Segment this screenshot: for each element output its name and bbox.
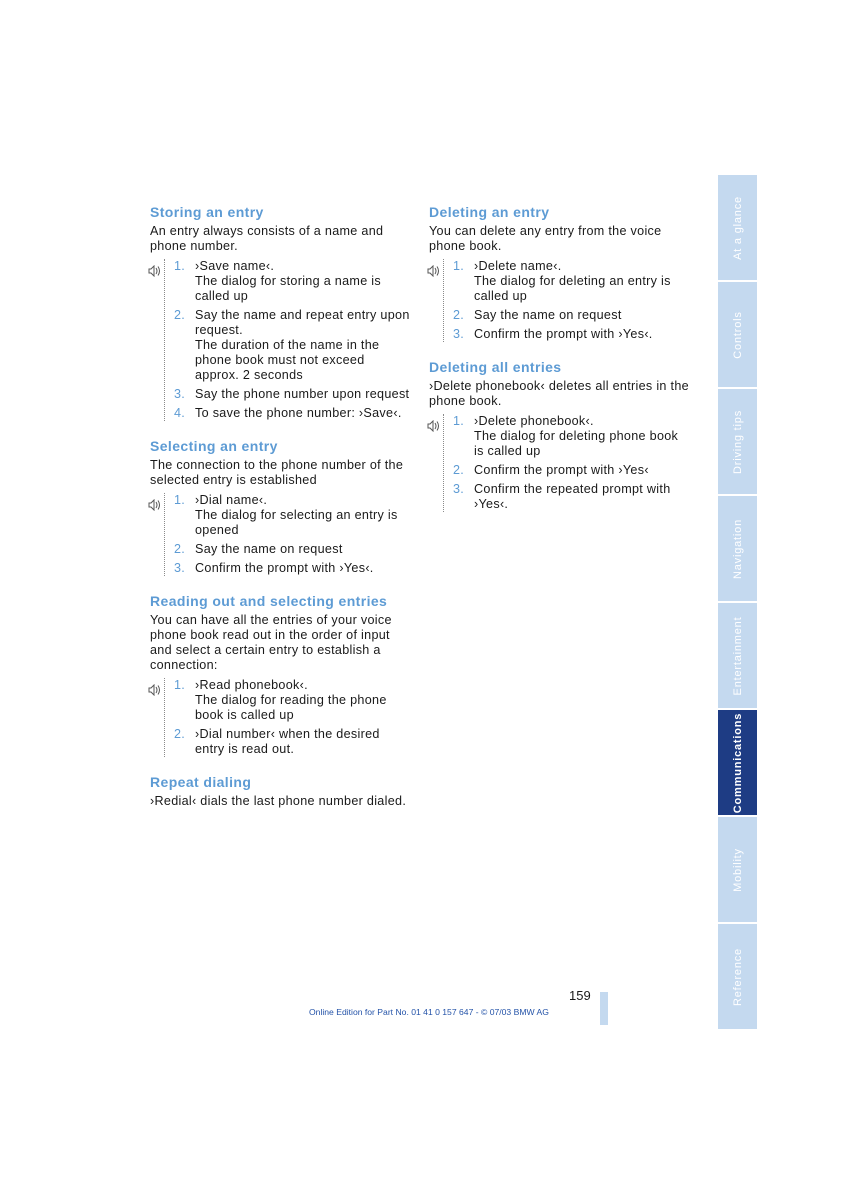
chapter-tab-entertainment[interactable] [718,603,757,708]
voice-command-steps [150,493,412,576]
step-line: The dialog for storing a name is called up [195,274,382,303]
voice-command-icon [148,499,162,511]
step-number: 4. [174,406,186,420]
chapter-tab-label: Reference [731,947,744,1006]
voice-command-icon [427,420,441,432]
chapter-tab-driving-tips[interactable] [718,389,757,494]
section [429,359,691,512]
chapter-tab-label: Mobility [731,847,744,892]
step-item [150,308,412,383]
step-line: ›Save name‹. [195,259,275,273]
right-column [429,204,691,529]
step-line: Say the name on request [195,542,343,556]
voice-command-steps [150,678,412,757]
step-line: Say the name and repeat entry upon request. [195,308,410,337]
step-text [195,493,412,538]
step-item [429,327,691,342]
step-text [195,561,412,576]
section [150,593,412,757]
section [429,204,691,342]
step-item [150,406,412,421]
step-line: Say the phone number upon request [195,387,410,401]
step-item [429,259,691,304]
step-line: ›Read phonebook‹. [195,678,308,692]
section-intro: ›Redial‹ dials the last phone number dialed. [150,794,407,808]
step-text [195,678,412,723]
step-item [150,259,412,304]
step-line: To save the phone number: ›Save‹. [195,406,402,420]
step-line: The dialog for deleting an entry is called up [474,274,671,303]
section [150,438,412,576]
step-number: 2. [453,308,465,322]
chapter-tab-label: Controls [731,310,744,359]
step-number: 1. [174,678,186,692]
voice-command-marker [427,259,444,342]
step-item [429,414,691,459]
voice-command-steps [429,259,691,342]
chapter-tab-label: Entertainment [731,616,744,695]
step-item [150,678,412,723]
voice-command-icon [427,265,441,277]
section-intro: ›Delete phonebook‹ deletes all entries in the phone book. [429,379,689,408]
voice-command-marker [427,414,444,512]
step-number: 1. [174,259,186,273]
section-intro: An entry always consists of a name and phone number. [150,224,384,253]
chapter-tab-mobility[interactable] [718,817,757,922]
step-line: The dialog for selecting an entry is opened [195,508,398,537]
section-heading: Deleting all entries [429,359,562,375]
chapter-tab-label: Navigation [731,518,744,579]
step-text [474,327,691,342]
section-heading: Reading out and selecting entries [150,593,388,609]
step-number: 2. [453,463,465,477]
section-heading: Selecting an entry [150,438,278,454]
left-column [150,204,412,826]
chapter-tab-communications[interactable] [718,710,757,815]
step-line: The dialog for reading the phone book is called up [195,693,387,722]
step-text [195,542,412,557]
step-text [474,482,691,512]
step-text [474,414,691,459]
step-item [150,542,412,557]
chapter-tab-at-a-glance[interactable] [718,175,757,280]
voice-command-marker [148,493,165,576]
section-heading: Storing an entry [150,204,264,220]
step-line: ›Dial number‹ when the desired entry is read out. [195,727,380,756]
chapter-tab-controls[interactable] [718,282,757,387]
step-line: ›Delete phonebook‹. [474,414,594,428]
chapter-tab-reference[interactable] [718,924,757,1029]
chapter-tab-label: Communications [731,712,744,813]
chapter-tab-label: At a glance [731,195,744,260]
step-number: 3. [174,561,186,575]
step-item [150,727,412,757]
step-line: ›Delete name‹. [474,259,562,273]
step-text [195,387,412,402]
step-line: ›Dial name‹. [195,493,268,507]
step-line: The dialog for deleting phone book is called up [474,429,679,458]
step-item [150,387,412,402]
voice-command-steps [150,259,412,421]
section-intro: The connection to the phone number of the selected entry is established [150,458,404,487]
section-intro: You can have all the entries of your voice phone book read out in the order of input and select a certain entry to establish a connection: [150,613,392,672]
step-line: Say the name on request [474,308,622,322]
step-text [474,463,691,478]
voice-command-icon [148,684,162,696]
step-number: 2. [174,542,186,556]
step-number: 3. [453,482,465,496]
chapter-tabs [718,175,757,1031]
chapter-tab-navigation[interactable] [718,496,757,601]
step-number: 1. [453,414,465,428]
step-item [150,493,412,538]
step-text [195,727,412,757]
step-text [195,308,412,383]
step-text [195,406,412,421]
page-number: 159 [569,988,591,1003]
step-text [195,259,412,304]
section [150,204,412,421]
step-line: The duration of the name in the phone book must not exceed approx. 2 seconds [195,338,380,382]
step-line: Confirm the prompt with ›Yes‹. [474,327,653,341]
step-line: Confirm the repeated prompt with ›Yes‹. [474,482,671,511]
section-intro: You can delete any entry from the voice phone book. [429,224,662,253]
step-number: 1. [453,259,465,273]
section-heading: Repeat dialing [150,774,252,790]
step-item [429,482,691,512]
step-number: 2. [174,727,186,741]
step-number: 1. [174,493,186,507]
voice-command-marker [148,678,165,757]
section-heading: Deleting an entry [429,204,550,220]
step-item [150,561,412,576]
step-line: Confirm the prompt with ›Yes‹ [474,463,649,477]
section [150,774,412,809]
step-number: 3. [174,387,186,401]
step-item [429,463,691,478]
step-text [474,308,691,323]
footer-edition-note: Online Edition for Part No. 01 41 0 157 647 - © 07/03 BMW AG [309,1007,549,1017]
step-line: Confirm the prompt with ›Yes‹. [195,561,374,575]
voice-command-marker [148,259,165,421]
chapter-tab-label: Driving tips [731,409,744,474]
step-text [474,259,691,304]
step-number: 3. [453,327,465,341]
step-item [429,308,691,323]
page-number-bar [600,992,608,1025]
voice-command-steps [429,414,691,512]
step-number: 2. [174,308,186,322]
voice-command-icon [148,265,162,277]
